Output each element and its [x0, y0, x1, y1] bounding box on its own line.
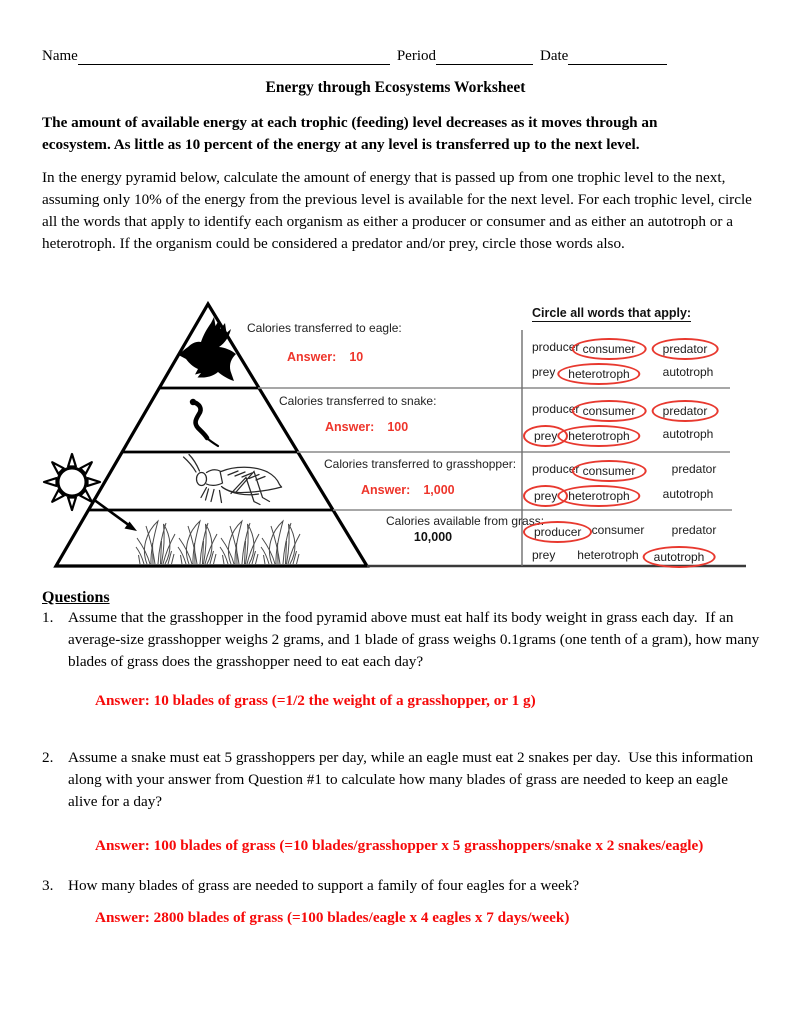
word-autotroph: autotroph — [643, 546, 716, 568]
word-group-grasshopper — [522, 458, 740, 520]
calories-label-grass: Calories available from grass: — [386, 514, 545, 528]
word-consumer: consumer — [572, 400, 647, 422]
answer-label: Answer: — [361, 483, 411, 497]
pyramid-shape — [56, 304, 367, 566]
question-number: 3. — [42, 877, 54, 894]
word-group-grass — [522, 519, 740, 581]
word-consumer: consumer — [572, 460, 647, 482]
word-prey: prey — [532, 548, 556, 562]
word-heterotroph: heterotroph — [557, 363, 640, 385]
grass-calories-value: 10,000 — [413, 530, 453, 544]
intro-paragraph: The amount of available energy at each trophic (feeding) level decreases as it moves through an ecosystem. As little as 10 percent of the energy at any level is transferred up to the next level. — [42, 114, 662, 153]
word-group-snake — [522, 398, 740, 460]
question-text: Assume a snake must eat 5 grasshoppers per day, while an eagle must eat 2 snakes per day. Use this information along with your answer from Question #1 to calculate how many blades of grass are needed to keep an eagle alive for a day? — [68, 749, 757, 810]
eagle-icon — [179, 317, 237, 381]
calories-label-eagle: Calories transferred to eagle: — [247, 321, 402, 335]
answer-row-eagle — [287, 350, 363, 364]
word-producer: producer — [523, 521, 592, 543]
question-answer-1: Answer: 10 blades of grass (=1/2 the weight of a grasshopper, or 1 g) — [95, 692, 536, 709]
answer-row-snake — [325, 420, 408, 434]
instructions-paragraph: In the energy pyramid below, calculate the amount of energy that is passed up from one trophic level to the next, assuming only 10% of the energy from the previous level is available for the next level. For each trophic level, circle all the words that apply to identify each organism as either a producer or consumer and as either an autotroph or a heterotroph. If the organism could be considered a predator and/or prey, circle those words also. — [42, 169, 756, 252]
word-prey: prey — [532, 365, 556, 379]
questions-heading: Questions — [42, 589, 110, 606]
name-label: Name — [42, 48, 78, 64]
answer-label: Answer: — [325, 420, 375, 434]
answer-value: 1,000 — [423, 483, 455, 497]
date-label: Date — [540, 48, 569, 64]
calories-label-snake: Calories transferred to snake: — [279, 394, 437, 408]
question-number: 1. — [42, 609, 54, 626]
period-blank-line — [436, 48, 533, 65]
answer-value: 100 — [387, 420, 409, 434]
word-autotroph: autotroph — [662, 487, 714, 501]
question-answer-2: Answer: 100 blades of grass (=10 blades/grasshopper x 5 grasshoppers/snake x 2 snakes/eagle) — [95, 837, 704, 854]
sun-icon — [44, 454, 100, 510]
word-predator: predator — [671, 523, 717, 537]
header-fill-in-row — [42, 48, 702, 65]
word-producer: producer — [532, 462, 580, 476]
question-item-2 — [42, 747, 760, 813]
word-prey: prey — [523, 425, 568, 447]
grass-icon — [136, 521, 300, 564]
word-prey: prey — [523, 485, 568, 507]
word-autotroph: autotroph — [662, 427, 714, 441]
question-text: Assume that the grasshopper in the food pyramid above must eat half its body weight in grass each day. If an average-size grasshopper weighs 2 grams, and 1 blade of grass weighs 0.1grams (one tenth of a gram), how many blades of grass does the grasshopper need to eat each day? — [68, 609, 764, 670]
sun-energy-arrow-icon — [93, 499, 137, 531]
question-item-3 — [42, 875, 760, 897]
word-producer: producer — [532, 402, 580, 416]
word-predator: predator — [671, 462, 717, 476]
word-group-eagle — [522, 336, 740, 398]
calories-label-grasshopper: Calories transferred to grasshopper: — [324, 457, 517, 471]
word-heterotroph: heterotroph — [557, 485, 640, 507]
question-number: 2. — [42, 749, 54, 766]
word-heterotroph: heterotroph — [577, 548, 639, 562]
answer-row-grasshopper — [361, 483, 455, 497]
answer-label: Answer: — [287, 350, 337, 364]
circle-words-heading: Circle all words that apply: — [532, 306, 692, 320]
period-label: Period — [396, 48, 436, 64]
question-answer-3: Answer: 2800 blades of grass (=100 blades/eagle x 4 eagles x 7 days/week) — [95, 909, 570, 926]
word-predator: predator — [652, 400, 719, 422]
word-predator: predator — [652, 338, 719, 360]
word-heterotroph: heterotroph — [557, 425, 640, 447]
grasshopper-icon — [184, 455, 282, 505]
snake-icon — [190, 399, 218, 446]
page-title: Energy through Ecosystems Worksheet — [265, 79, 526, 96]
word-consumer: consumer — [572, 338, 647, 360]
word-consumer: consumer — [591, 523, 645, 537]
word-autotroph: autotroph — [662, 365, 714, 379]
word-producer: producer — [532, 340, 580, 354]
question-item-1 — [42, 607, 764, 673]
answer-value: 10 — [349, 350, 364, 364]
name-blank-line — [78, 48, 390, 65]
date-blank-line — [568, 48, 667, 65]
question-text: How many blades of grass are needed to support a family of four eagles for a week? — [68, 877, 580, 894]
